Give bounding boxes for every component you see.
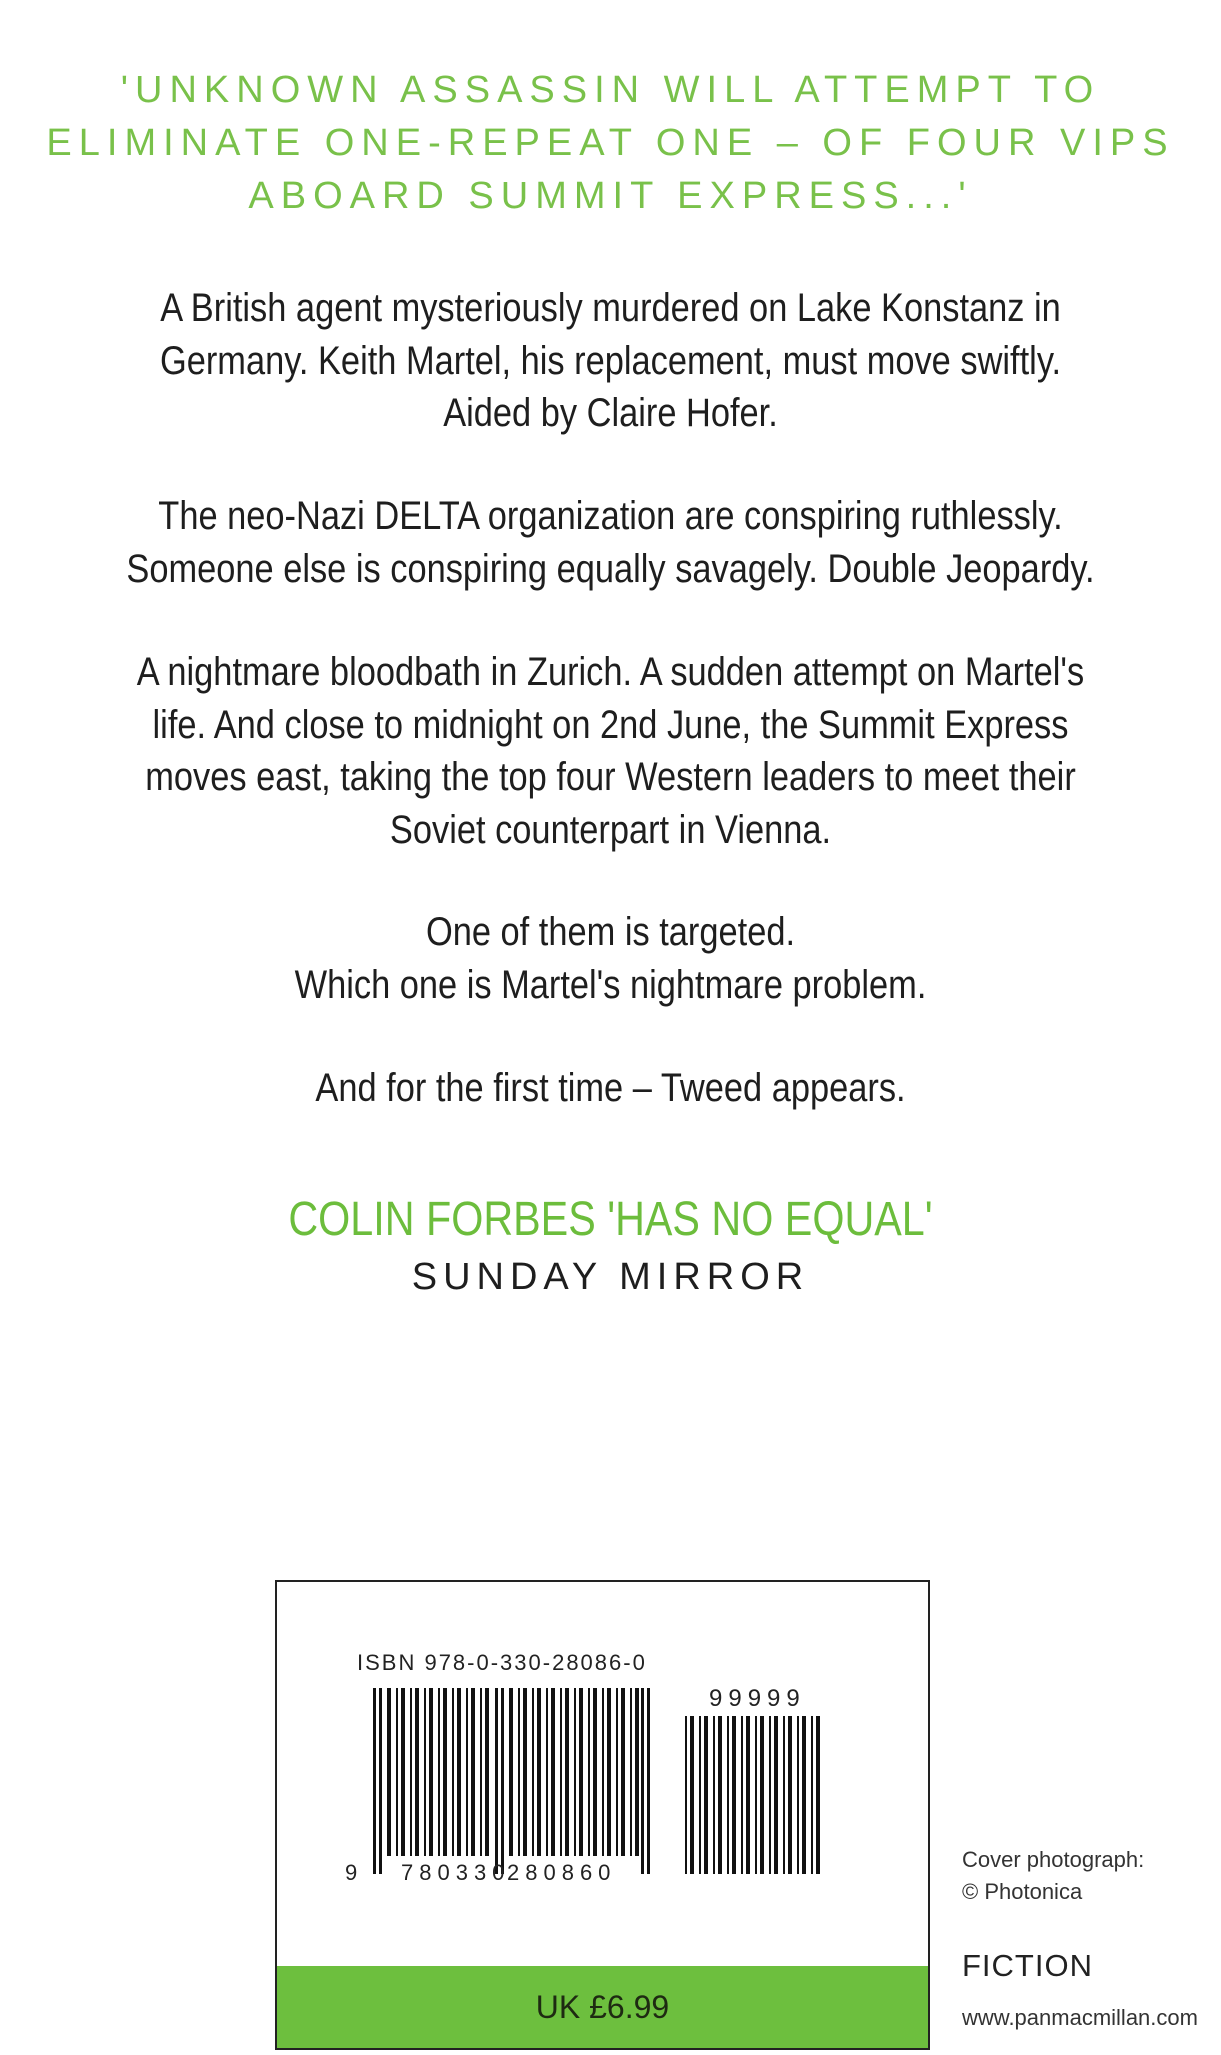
blurb-line: A nightmare bloodbath in Zurich. A sudden attempt on Martel's: [136, 650, 1085, 694]
barcode-bar: [607, 1688, 611, 1856]
barcode-bars-addon: [685, 1716, 820, 1874]
barcode-bar: [537, 1688, 541, 1856]
barcode-bar: [727, 1716, 729, 1874]
barcode-bar: [387, 1688, 391, 1856]
barcode-left-digits: 780330: [401, 1860, 511, 1884]
barcode-bar: [630, 1688, 632, 1856]
barcode-bar: [480, 1688, 482, 1856]
barcode-bar: [396, 1688, 398, 1856]
blurb-line: One of them is targeted.: [425, 910, 796, 954]
barcode-bar: [560, 1688, 562, 1856]
barcode-bar: [509, 1688, 513, 1856]
barcode-bar: [523, 1688, 527, 1856]
tagline-line-2: ELIMINATE ONE-REPEAT ONE – OF FOUR VIPS: [46, 122, 1175, 164]
blurb-line: Soviet counterpart in Vienna.: [389, 807, 832, 852]
blurb-line: And for the first time – Tweed appears.: [315, 1066, 906, 1110]
barcode-bar: [485, 1688, 489, 1856]
review-source: SUNDAY MIRROR: [411, 1256, 810, 1298]
barcode-bar: [746, 1716, 750, 1874]
barcode-bar: [616, 1688, 618, 1856]
barcode-panel: [275, 1580, 930, 2050]
barcode-guard-bar: [647, 1688, 650, 1874]
blurb-line: Which one is Martel's nightmare problem.: [294, 962, 927, 1007]
barcode-addon-digits: 99999: [709, 1685, 806, 1712]
barcode-bar: [783, 1716, 785, 1874]
cover-credit: [962, 1844, 1144, 1908]
barcode-lead-digit: 9: [345, 1860, 358, 1884]
barcode-guard-bar: [379, 1688, 382, 1874]
tagline-line-3: ABOARD SUMMIT EXPRESS...': [248, 175, 973, 217]
barcode-graphic: [345, 1684, 865, 1884]
review-quote: COLIN FORBES 'HAS NO EQUAL': [288, 1193, 933, 1246]
blurb-paragraph-3: [85, 646, 1135, 856]
barcode-bar: [471, 1688, 475, 1856]
tagline-line-1: 'UNKNOWN ASSASSIN WILL ATTEMPT TO: [120, 69, 1101, 111]
barcode-bar: [685, 1716, 687, 1874]
barcode-bar: [466, 1688, 468, 1856]
barcode-bar: [774, 1716, 778, 1874]
barcode-bar: [532, 1688, 534, 1856]
price-bar: [277, 1966, 928, 2048]
barcode-bar: [579, 1688, 583, 1856]
price-label: UK £6.99: [535, 1988, 670, 2025]
cover-credit-line-2: © Photonica: [962, 1879, 1083, 1904]
barcode-bar: [699, 1716, 701, 1874]
barcode-bar: [415, 1688, 419, 1856]
barcode-bar: [797, 1716, 799, 1874]
barcode-bar: [704, 1716, 708, 1874]
barcode-bar: [811, 1716, 813, 1874]
barcode-bar: [429, 1688, 433, 1856]
publisher-website: www.panmacmillan.com: [962, 2005, 1198, 2030]
barcode-bar: [816, 1716, 820, 1874]
tagline: [0, 64, 1221, 223]
blurb-line: Someone else is conspiring equally savagely. Double Jeopardy.: [126, 546, 1095, 591]
barcode-bar: [452, 1688, 454, 1856]
barcode-guard-bar: [501, 1688, 504, 1874]
barcode-bar: [788, 1716, 792, 1874]
barcode-bar: [574, 1688, 576, 1856]
barcode-bar: [635, 1688, 639, 1856]
barcode-bar: [443, 1688, 447, 1856]
barcode-guard-bar: [641, 1688, 644, 1874]
barcode-bar: [424, 1688, 426, 1856]
barcode-bar: [602, 1688, 604, 1856]
barcode-guard-bar: [495, 1688, 498, 1874]
barcode-bars-main: [373, 1688, 650, 1874]
barcode-bar: [718, 1716, 722, 1874]
blurb-line: moves east, taking the top four Western leaders to meet their: [145, 755, 1076, 799]
cover-credit-line-1: Cover photograph:: [962, 1847, 1145, 1872]
blurb-line: The neo-Nazi DELTA organization are conspiring ruthlessly.: [158, 494, 1063, 538]
barcode-bar: [457, 1688, 461, 1856]
blurb-paragraph-5: [85, 1062, 1135, 1115]
barcode-bar: [593, 1688, 597, 1856]
barcode-bar: [732, 1716, 736, 1874]
barcode-bar: [690, 1716, 694, 1874]
barcode-bar: [410, 1688, 412, 1856]
barcode-bar: [551, 1688, 555, 1856]
barcode-bar: [518, 1688, 520, 1856]
blurb-paragraph-4: [85, 906, 1135, 1011]
isbn-label: ISBN 978-0-330-28086-0: [357, 1650, 647, 1675]
barcode-right-digits: 280860: [507, 1860, 617, 1884]
blurb-line: life. And close to midnight on 2nd June, the Summit Express: [152, 702, 1069, 747]
barcode-bar: [546, 1688, 548, 1856]
genre-label: FICTION: [962, 1948, 1093, 1983]
barcode-bar: [588, 1688, 590, 1856]
barcode-bar: [755, 1716, 757, 1874]
blurb-line: Germany. Keith Martel, his replacement, must move swiftly.: [159, 338, 1062, 383]
barcode-bar: [741, 1716, 743, 1874]
barcode-bar: [401, 1688, 405, 1856]
barcode-bar: [565, 1688, 569, 1856]
blurb-line: Aided by Claire Hofer.: [443, 391, 778, 435]
blurb-paragraph-1: [85, 282, 1135, 440]
barcode-bar: [621, 1688, 625, 1856]
blurb-paragraph-2: [85, 490, 1135, 595]
barcode-bar: [802, 1716, 806, 1874]
barcode-bar: [713, 1716, 715, 1874]
barcode-bar: [438, 1688, 440, 1856]
barcode-guard-bar: [373, 1688, 376, 1874]
barcode-bar: [760, 1716, 764, 1874]
barcode-bar: [769, 1716, 771, 1874]
blurb-line: A British agent mysteriously murdered on Lake Konstanz in: [160, 286, 1061, 330]
